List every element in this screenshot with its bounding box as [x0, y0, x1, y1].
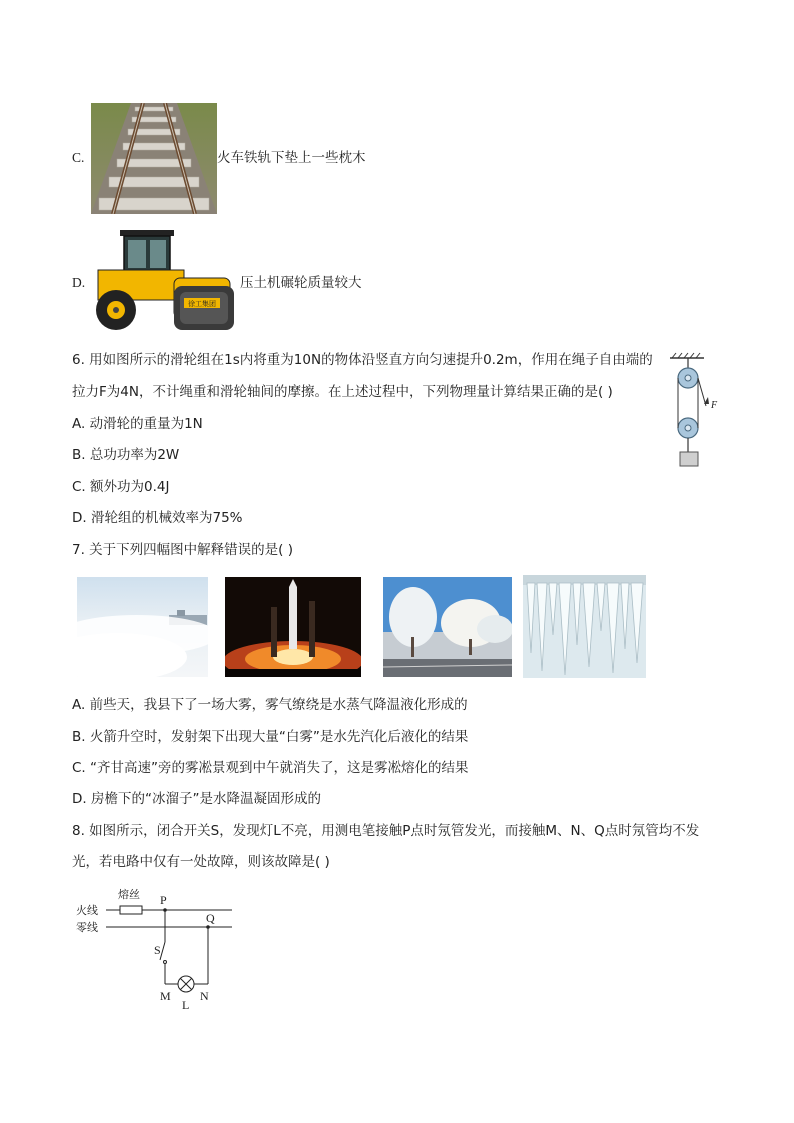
railway-track-image: [91, 103, 217, 214]
q7-option-a: A. 前些天，我县下了一场大雾，雾气缭绕是水蒸气降温液化形成的: [72, 697, 468, 713]
circuit-label-s: S: [154, 943, 161, 957]
pulley-label-f: F: [711, 400, 718, 411]
q7-option-c: C. “齐甘高速”旁的雾凇景观到中午就消失了，这是雾凇熔化的结果: [72, 760, 469, 776]
q6-option-d: D. 滑轮组的机械效率为75%: [72, 510, 243, 526]
q8-stem-line2: 光，若电路中仅有一处故障，则该故障是( ): [72, 854, 330, 870]
pulley-figure: [668, 352, 724, 470]
rime-trees-image: [383, 577, 512, 677]
q8-stem-line1: 8. 如图所示，闭合开关S，发现灯L不亮，用测电笔接触P点时氖管发光，而接触M、N、Q点时氖管均不发: [72, 823, 700, 839]
q6-option-a: A. 动滑轮的重量为1N: [72, 416, 203, 432]
q6-stem-line1: 6. 用如图所示的滑轮组在1s内将重为10N的物体沿竖直方向匀速提升0.2m，作用在绳子自由端的: [72, 352, 653, 368]
q6-option-c: C. 额外功为0.4J: [72, 479, 170, 495]
circuit-label-m: M: [160, 989, 171, 1003]
fog-image: [77, 577, 208, 677]
q5-option-c-letter: C.: [72, 150, 85, 165]
circuit-label-neutral: 零线: [76, 921, 98, 934]
q5-option-d-letter: D.: [72, 275, 86, 290]
road-roller-image: [88, 226, 240, 338]
circuit-label-q: Q: [206, 911, 215, 925]
circuit-diagram: [72, 884, 238, 1010]
circuit-label-p: P: [160, 893, 167, 907]
q5-option-d-text: 压土机碾轮质量较大: [240, 275, 362, 291]
circuit-label-live: 火线: [76, 904, 98, 917]
q7-stem: 7. 关于下列四幅图中解释错误的是( ): [72, 542, 293, 558]
roller-logo: 徐工集团: [188, 300, 216, 308]
rocket-launch-image: [225, 577, 361, 677]
q7-option-b: B. 火箭升空时，发射架下出现大量“白雾”是水先汽化后液化的结果: [72, 729, 469, 745]
q6-option-b: B. 总功功率为2W: [72, 447, 180, 463]
circuit-label-n: N: [200, 989, 209, 1003]
circuit-label-fuse: 熔丝: [118, 888, 140, 901]
q7-option-d: D. 房檐下的“冰溜子”是水降温凝固形成的: [72, 791, 321, 807]
circuit-label-l: L: [182, 998, 190, 1010]
q6-stem-line2: 拉力F为4N，不计绳重和滑轮轴间的摩擦。在上述过程中，下列物理量计算结果正确的是( ): [72, 384, 613, 400]
q5-option-c-text: 火车铁轨下垫上一些枕木: [217, 150, 366, 166]
icicles-image: [523, 575, 646, 678]
